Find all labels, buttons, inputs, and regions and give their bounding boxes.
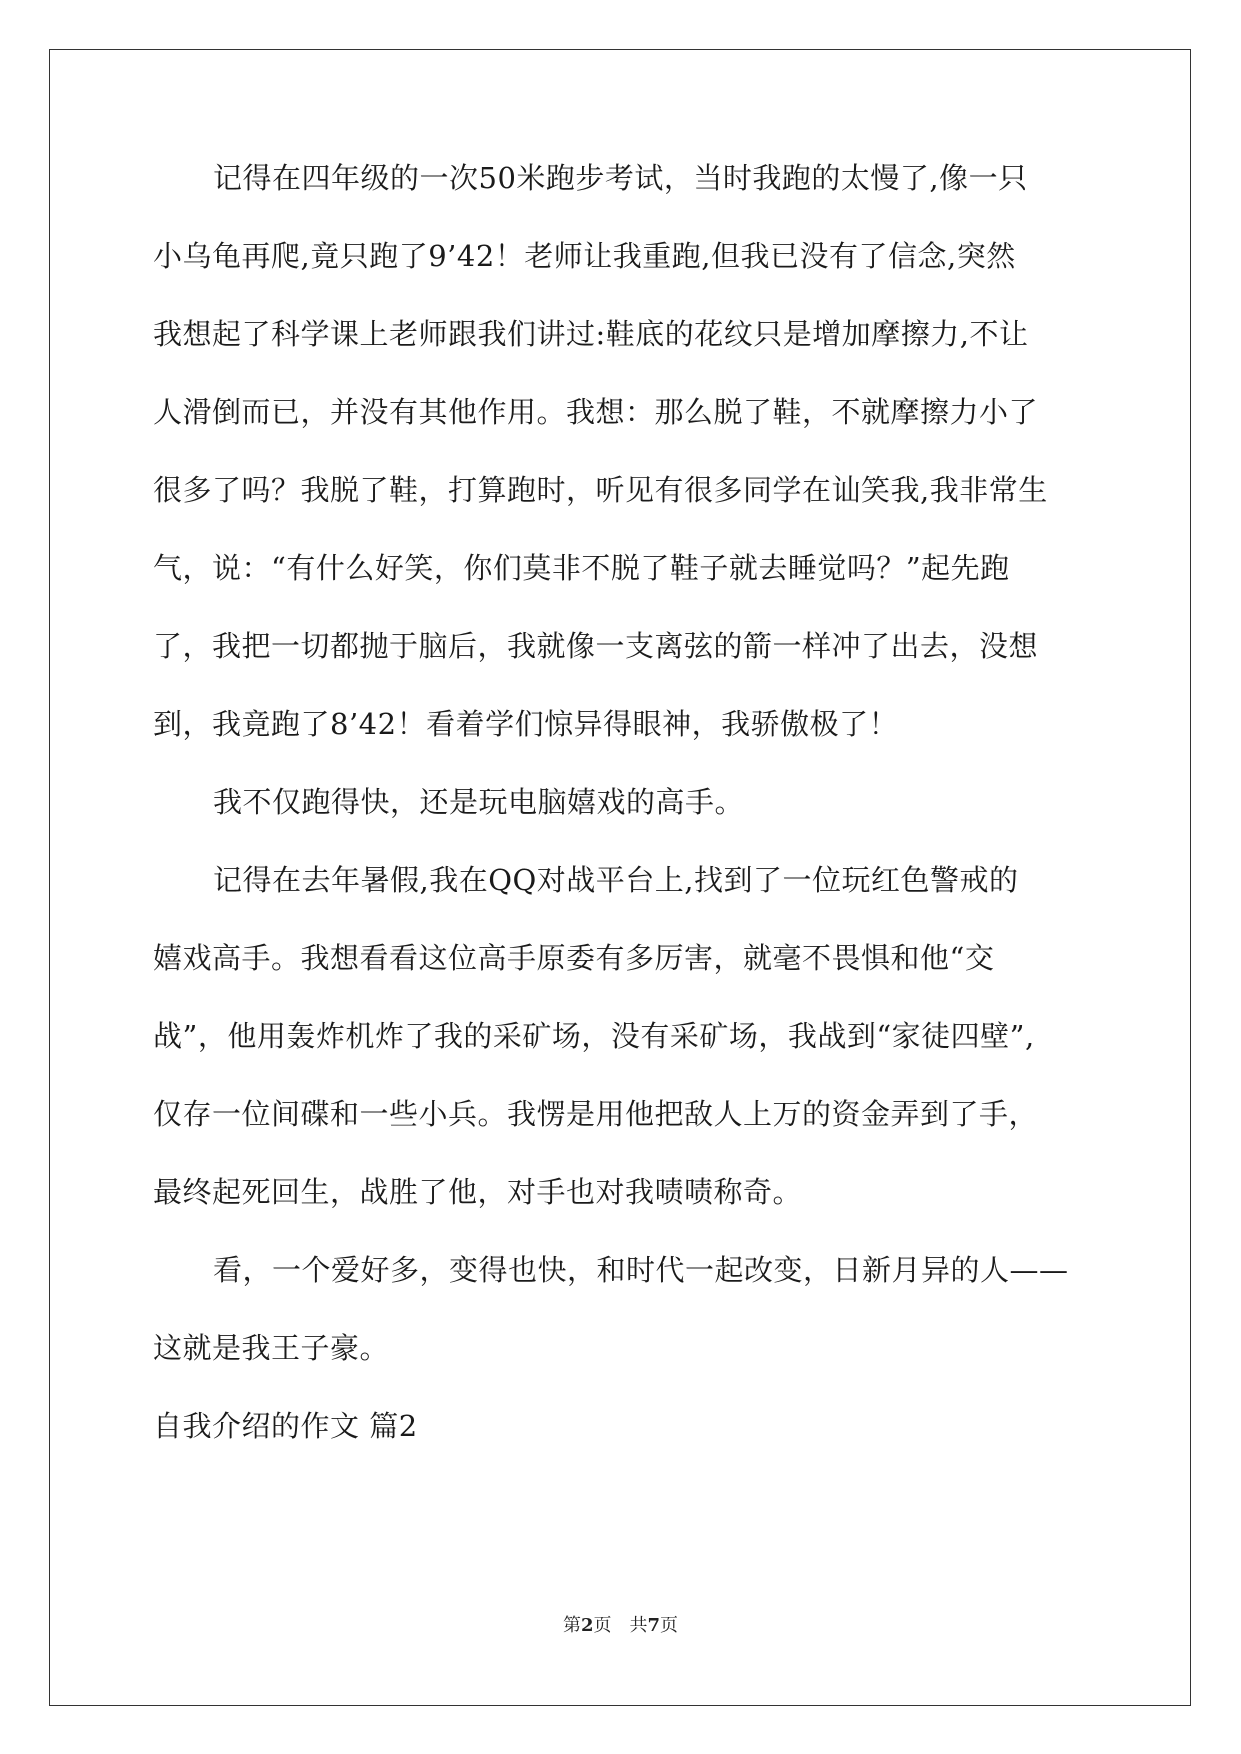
paragraph-1-line-4: 人滑倒而已，并没有其他作用。我想：那么脱了鞋，不就摩擦力小了 xyxy=(153,395,1039,429)
paragraph-1-line-7: 了，我把一切都抛于脑后，我就像一支离弦的箭一样冲了出去，没想 xyxy=(153,629,1039,663)
page-label-suffix: 页 xyxy=(660,1615,679,1636)
paragraph-1-line-2: 小乌龟再爬,竟只跑了9’42！老师让我重跑,但我已没有了信念,突然 xyxy=(153,239,1016,273)
paragraph-3-line-2: 嬉戏高手。我想看看这位高手原委有多厉害，就毫不畏惧和他“交 xyxy=(153,941,995,975)
paragraph-4-line-2: 这就是我王子豪。 xyxy=(153,1331,390,1365)
page-label-mid: 页 共 xyxy=(593,1615,648,1636)
paragraph-1-line-1: 记得在四年级的一次50米跑步考试，当时我跑的太慢了,像一只 xyxy=(213,161,1028,195)
paragraph-3-line-1: 记得在去年暑假,我在QQ对战平台上,找到了一位玩红色警戒的 xyxy=(213,863,1019,897)
page-number-current: 2 xyxy=(580,1615,594,1636)
paragraph-1-line-6: 气，说：“有什么好笑，你们莫非不脱了鞋子就去睡觉吗？”起先跑 xyxy=(153,551,1010,585)
paragraph-3-line-4: 仅存一位间碟和一些小兵。我愣是用他把敌人上万的资金弄到了手， xyxy=(153,1097,1039,1131)
page-footer xyxy=(0,1614,1241,1638)
page-number-total: 7 xyxy=(647,1615,661,1636)
paragraph-1-line-8: 到，我竟跑了8’42！看着学们惊异得眼神，我骄傲极了！ xyxy=(153,707,899,741)
section-heading: 自我介绍的作文 篇2 xyxy=(153,1409,418,1443)
paragraph-3-line-3: 战”，他用轰炸机炸了我的采矿场，没有采矿场，我战到“家徒四壁”, xyxy=(153,1019,1035,1053)
paragraph-1-line-5: 很多了吗？我脱了鞋，打算跑时，听见有很多同学在讪笑我,我非常生 xyxy=(153,473,1048,507)
paragraph-1-line-3: 我想起了科学课上老师跟我们讲过:鞋底的花纹只是增加摩擦力,不让 xyxy=(153,317,1029,351)
page-label-prefix: 第 xyxy=(562,1615,581,1636)
paragraph-3-line-5: 最终起死回生，战胜了他，对手也对我啧啧称奇。 xyxy=(153,1175,803,1209)
paragraph-4-line-1: 看，一个爱好多，变得也快，和时代一起改变，日新月异的人—— xyxy=(213,1253,1069,1287)
paragraph-2-line-1: 我不仅跑得快，还是玩电脑嬉戏的高手。 xyxy=(213,785,745,819)
